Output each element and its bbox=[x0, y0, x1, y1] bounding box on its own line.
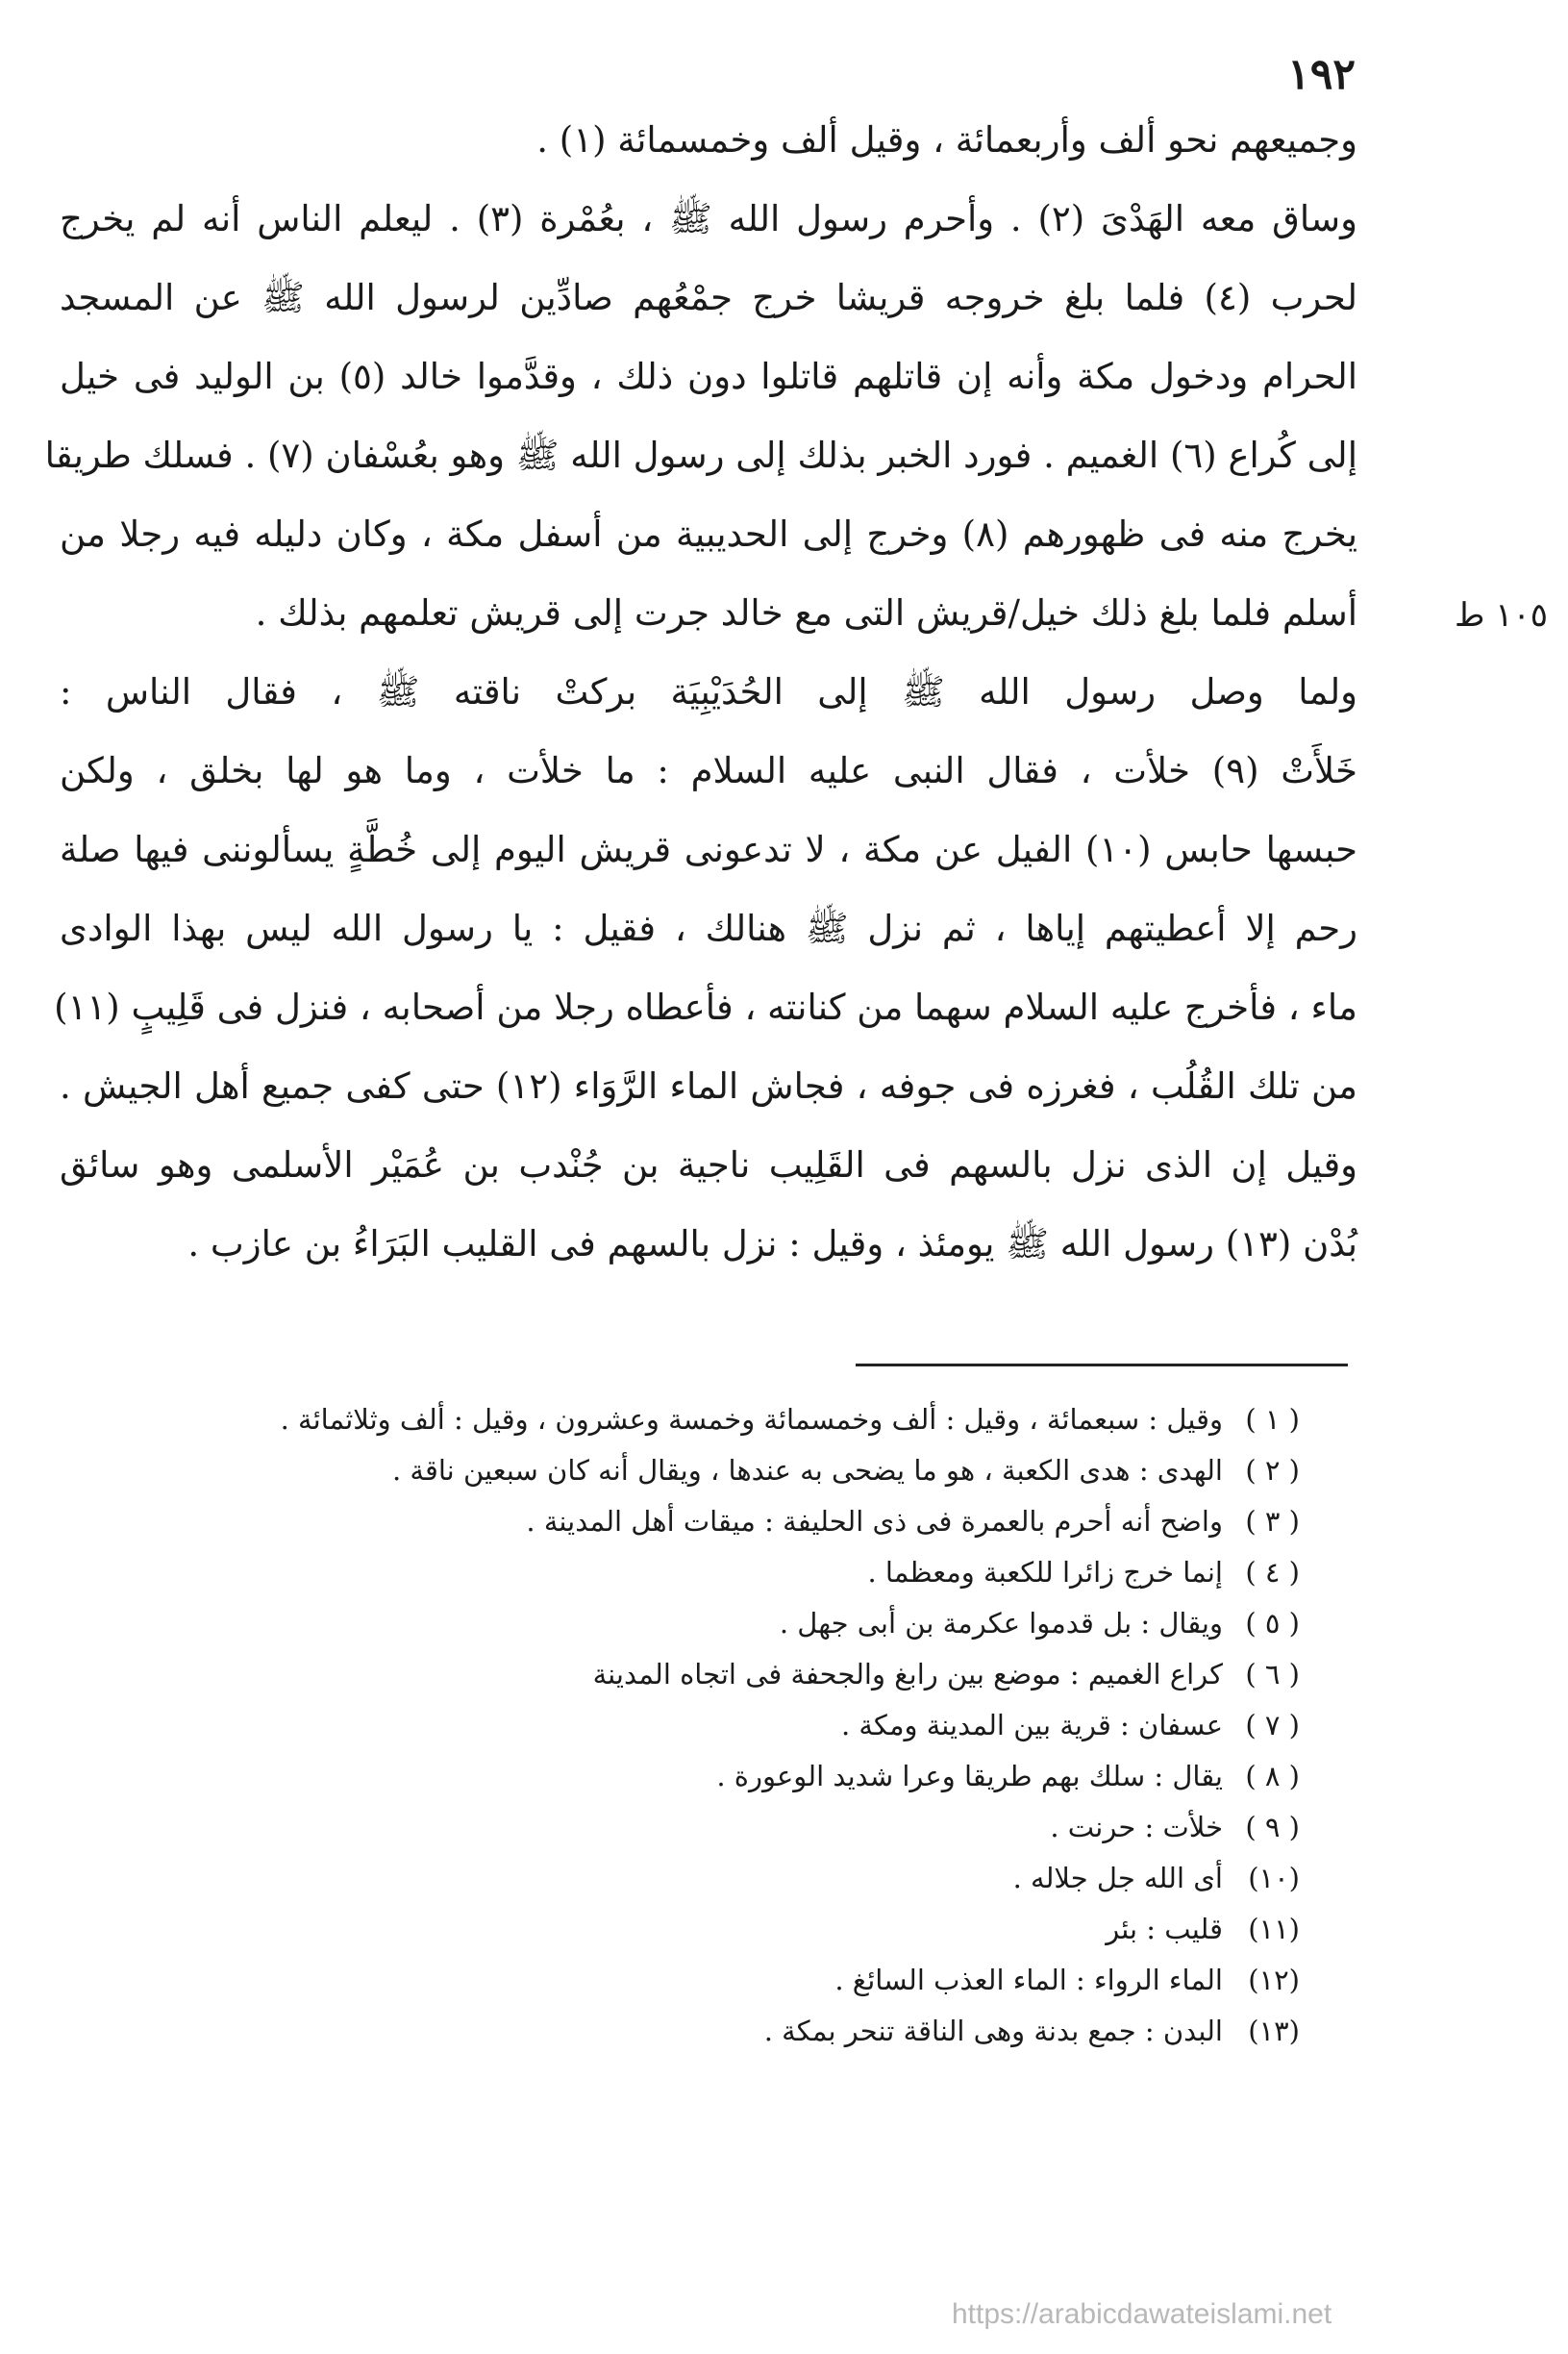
body-line: ولما وصل رسول الله ﷺ إلى الحُدَيْبِيَة بركتْ ناقته ﷺ ، فقال الناس : bbox=[60, 671, 1357, 713]
body-line: وقيل إن الذى نزل بالسهم فى القَلِيب ناجية بن جُنْدب بن عُمَيْر الأسلمى وهو سائق bbox=[60, 1144, 1357, 1186]
footnote bbox=[288, 1547, 1300, 1598]
body-line: وجميعهم نحو ألف وأربعمائة ، وقيل ألف وخمسمائة (١) . bbox=[536, 119, 1357, 161]
footnote bbox=[288, 1598, 1300, 1649]
body-line: من تلك القُلُب ، فغرزه فى جوفه ، فجاش الماء الرَّوَاء (١٢) حتى كفى جميع أهل الجيش . bbox=[60, 1065, 1357, 1107]
footnote-text: قليب : بئر bbox=[1106, 1913, 1223, 1945]
footnote-text: ويقال : بل قدموا عكرمة بن أبى جهل . bbox=[779, 1607, 1223, 1640]
footnote-number: (١٠) bbox=[1248, 1862, 1300, 1894]
body-line: ماء ، فأخرج عليه السلام سهما من كنانته ، فأعطاه رجلا من أصحابه ، فنزل فى قَلِيبٍ (١١) bbox=[54, 987, 1357, 1028]
footnote bbox=[288, 1496, 1300, 1547]
page-number: ١٩٢ bbox=[1287, 50, 1356, 99]
footnote-number: ( ٧ ) bbox=[1245, 1709, 1300, 1741]
body-line: يخرج منه فى ظهورهم (٨) وخرج إلى الحديبية من أسفل مكة ، وكان دليله فيه رجلا من bbox=[60, 513, 1357, 555]
footnote-text: يقال : سلك بهم طريقا وعرا شديد الوعورة . bbox=[716, 1760, 1223, 1792]
footnote-number: ( ٣ ) bbox=[1245, 1505, 1300, 1538]
footnote bbox=[288, 1751, 1300, 1802]
footnote-number: ( ٤ ) bbox=[1245, 1556, 1300, 1589]
body-line: أسلم فلما بلغ ذلك خيل/قريش التى مع خالد جرت إلى قريش تعلمهم بذلك . bbox=[255, 592, 1357, 634]
footnote-text: الهدى : هدى الكعبة ، هو ما يضحى به عندها ، ويقال أنه كان سبعين ناقة . bbox=[391, 1454, 1223, 1487]
footnotes bbox=[280, 1394, 1300, 2057]
footnote bbox=[288, 1700, 1300, 1751]
body-line: حبسها حابس (١٠) الفيل عن مكة ، لا تدعونى قريش اليوم إلى خُطَّةٍ يسألوننى فيها صلة bbox=[60, 829, 1357, 870]
footnote bbox=[288, 1955, 1300, 2006]
footnote-number: ( ١ ) bbox=[1245, 1403, 1300, 1436]
footnote-text: إنما خرج زائرا للكعبة ومعظما . bbox=[867, 1556, 1223, 1589]
footnote-text: عسفان : قرية بين المدينة ومكة . bbox=[840, 1709, 1223, 1741]
footnote-text: واضح أنه أحرم بالعمرة فى ذى الحليفة : ميقات أهل المدينة . bbox=[526, 1505, 1223, 1538]
footnote-text: وقيل : سبعمائة ، وقيل : ألف وخمسمائة وخمسة وعشرون ، وقيل : ألف وثلاثمائة . bbox=[280, 1403, 1223, 1436]
footnote-number: (١٣) bbox=[1248, 2015, 1300, 2047]
footnote-number: ( ٩ ) bbox=[1245, 1811, 1300, 1843]
footnote-number: ( ٢ ) bbox=[1245, 1454, 1300, 1487]
footnote bbox=[280, 1394, 1300, 1445]
body-line: رحم إلا أعطيتهم إياها ، ثم نزل ﷺ هنالك ، فقيل : يا رسول الله ليس بهذا الوادى bbox=[60, 908, 1357, 949]
body-line: بُدْن (١٣) رسول الله ﷺ يومئذ ، وقيل : نزل بالسهم فى القليب البَرَاءُ بن عازب . bbox=[187, 1223, 1357, 1265]
footnote-number: ( ٥ ) bbox=[1245, 1607, 1300, 1640]
footnote-text: الماء الرواء : الماء العذب السائغ . bbox=[834, 1964, 1223, 1996]
footnote-text: أى الله جل جلاله . bbox=[1012, 1862, 1223, 1894]
footnote-number: ( ٦ ) bbox=[1245, 1658, 1300, 1690]
footnote bbox=[288, 1445, 1300, 1496]
body-line: إلى كُراع (٦) الغميم . فورد الخبر بذلك إلى رسول الله ﷺ وهو بعُسْفان (٧) . فسلك طريقا bbox=[44, 435, 1357, 476]
body-line: الحرام ودخول مكة وأنه إن قاتلهم قاتلوا دون ذلك ، وقدَّموا خالد (٥) بن الوليد فى خيل bbox=[60, 356, 1358, 397]
body-line: خَلأَتْ (٩) خلأت ، فقال النبى عليه السلام : ما خلأت ، وما هو لها بخلق ، ولكن bbox=[60, 750, 1357, 791]
footnote bbox=[288, 1802, 1300, 1853]
body-line: وساق معه الهَدْىَ (٢) . وأحرم رسول الله ﷺ ، بعُمْرة (٣) . ليعلم الناس أنه لم يخرج bbox=[60, 198, 1357, 239]
footnote bbox=[288, 1649, 1300, 1700]
footnote-text: البدن : جمع بدنة وهى الناقة تنحر بمكة . bbox=[763, 2015, 1223, 2047]
footnote-text: خلأت : حرنت . bbox=[1050, 1811, 1223, 1843]
footnote-number: (١٢) bbox=[1248, 1964, 1300, 1996]
footnote bbox=[288, 2006, 1300, 2057]
footnote-separator bbox=[856, 1364, 1348, 1366]
footnote bbox=[288, 1904, 1300, 1955]
footnote-number: (١١) bbox=[1248, 1913, 1300, 1945]
footnote-number: ( ٨ ) bbox=[1245, 1760, 1300, 1792]
footnote-text: كراع الغميم : موضع بين رابغ والجحفة فى اتجاه المدينة bbox=[592, 1658, 1223, 1690]
footnote bbox=[288, 1853, 1300, 1904]
margin-note: ١٠٥ ط bbox=[1454, 596, 1548, 635]
body-text bbox=[44, 101, 1358, 1284]
body-line: لحرب (٤) فلما بلغ خروجه قريشا خرج جمْعُهم صادِّين لرسول الله ﷺ عن المسجد bbox=[60, 277, 1357, 318]
watermark: https://arabicdawateislami.net bbox=[952, 2298, 1332, 2330]
